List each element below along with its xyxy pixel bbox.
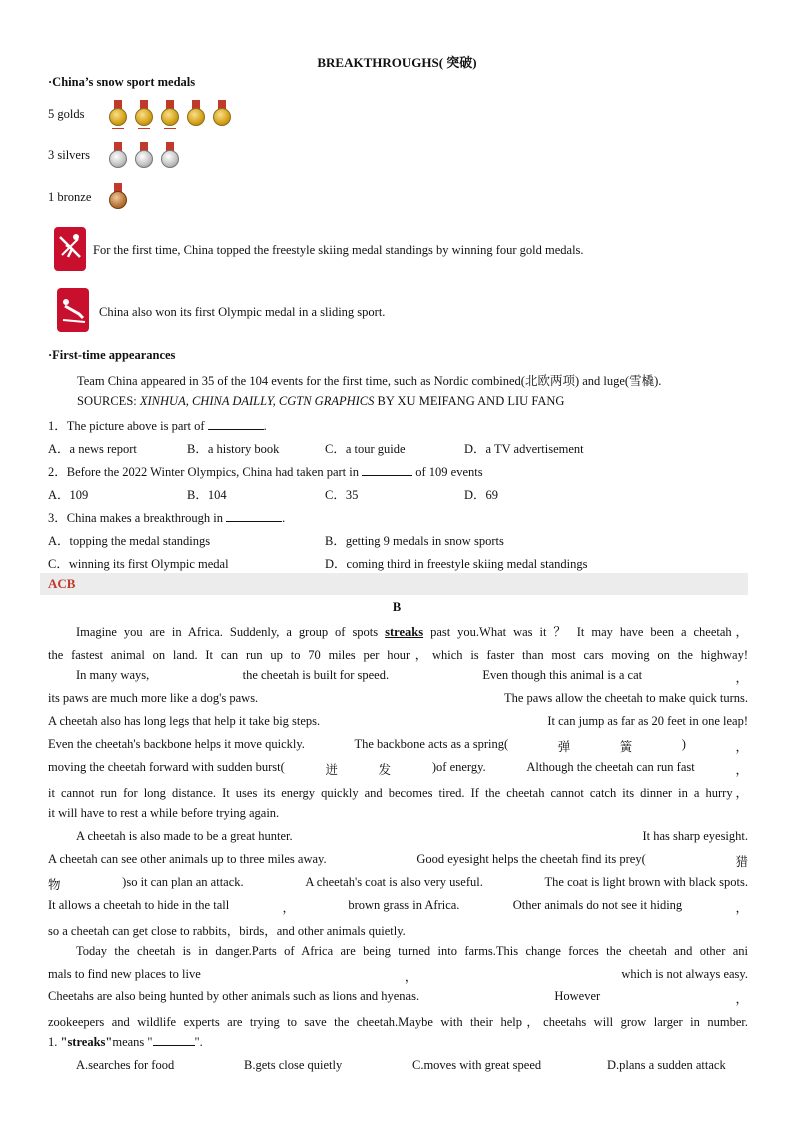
answer-blank[interactable] [226, 521, 282, 522]
passage-line [48, 737, 748, 755]
passage-text: mals to find new places to live [48, 967, 201, 981]
q1-option-b[interactable]: B．a history book [187, 442, 280, 456]
passage-line: zookeepers and wildlife experts are trying to save the cheetah.Maybe with their help，cheetahs will grow larger in number. [48, 1015, 748, 1029]
sources-prefix: SOURCES: [77, 394, 140, 408]
passage-text: A cheetah's coat is also very useful. [305, 875, 483, 889]
passage-b-question-1 [48, 1035, 203, 1050]
question-number: 1. [48, 1035, 61, 1049]
passage-text: Even the cheetah's backbone helps it move quickly. [48, 737, 305, 751]
passage-text: Good eyesight helps the cheetah find its prey( [416, 852, 646, 866]
passage-text: ， [735, 740, 748, 754]
silver-medal-icon [160, 142, 180, 172]
passage-text: ， [735, 671, 748, 685]
question-1-end: . [263, 419, 267, 433]
silver-medal-icon [134, 142, 154, 172]
passage-text: ， [735, 763, 748, 777]
q2-option-d[interactable]: D．69 [464, 488, 499, 502]
passage-text: 簧 [619, 740, 633, 754]
passage-line: so a cheetah can get close to rabbits，birds，and other animals quietly. [48, 924, 406, 938]
passage-text: ， [735, 992, 748, 1006]
passage-text: The coat is light brown with black spots. [544, 875, 748, 889]
passage-text: ， [735, 901, 748, 915]
passage-line: Today the cheetah is in danger.Parts of Africa are being turned into farms.This change forces the cheetah and other ani [76, 944, 748, 958]
passage-text: moving the cheetah forward with sudden burst( [48, 760, 285, 774]
answer-blank[interactable] [208, 429, 264, 430]
passage-text: which is not always easy. [621, 967, 748, 981]
passage-text: It allows a cheetah to hide in the tall [48, 898, 230, 912]
b-q1-option-a[interactable]: A.searches for food [76, 1058, 175, 1072]
passage-text: ) [681, 737, 686, 751]
freestyle-skiing-icon [54, 227, 86, 271]
passage-text: )of energy. [431, 760, 486, 774]
question-3 [48, 508, 285, 526]
gold-medal-icon [134, 100, 154, 130]
q1-option-a[interactable]: A．a news report [48, 442, 137, 456]
passage-line: it will have to rest a while before trying again. [48, 806, 280, 820]
b-q1-option-c[interactable]: C.moves with great speed [412, 1058, 542, 1072]
sources-names: XINHUA, CHINA DAILLY, CGTN GRAPHICS [139, 394, 375, 408]
passage-line [76, 622, 748, 640]
page-title: BREAKTHROUGHS( 突破) [317, 55, 477, 70]
first-time-heading: ·First-time appearances [48, 348, 176, 362]
question-text: means " [112, 1035, 153, 1049]
question-3-end: . [282, 511, 286, 525]
passage-text: It can jump as far as 20 feet in one leap! [547, 714, 748, 728]
passage-text: Other animals do not see it hiding [512, 898, 683, 912]
passage-text: It has sharp eyesight. [642, 829, 748, 843]
passage-text: Imagine you are in Africa. Suddenly, a group of spots [76, 625, 386, 639]
q1-option-c[interactable]: C．a tour guide [325, 442, 406, 456]
passage-line [76, 829, 748, 844]
skiing-highlight-text: For the first time, China topped the freestyle skiing medal standings by winning four gold medals. [93, 243, 584, 257]
answer-key-bar [40, 573, 748, 595]
passage-text: 迸 [325, 763, 338, 777]
question-end: ". [194, 1035, 203, 1049]
passage-text: In many ways, [76, 668, 150, 682]
sources-suffix: BY XU MEIFANG AND LIU FANG [374, 394, 565, 408]
q2-option-a[interactable]: A．109 [48, 488, 89, 502]
passage-line [48, 875, 748, 893]
question-3-text: 3．China makes a breakthrough in [48, 511, 223, 525]
first-time-body: Team China appeared in 35 of the 104 events for the first time, such as Nordic combined(北欧两项) and luge(雪橇). [77, 374, 662, 388]
passage-text: brown grass in Africa. [348, 898, 460, 912]
passage-line [48, 852, 748, 870]
passage-text: A cheetah also has long legs that help it take big steps. [48, 714, 321, 728]
silver-medals-row [108, 142, 186, 172]
medals-heading: ·China’s snow sport medals [48, 75, 196, 89]
passage-text: A cheetah is also made to be a great hunter. [76, 829, 293, 843]
passage-text: The paws allow the cheetah to make quick turns. [503, 691, 748, 705]
passage-line [48, 898, 748, 916]
passage-text: The backbone acts as a spring( [354, 737, 509, 751]
answer-blank[interactable] [362, 475, 412, 476]
passage-text: its paws are much more like a dog's paws. [48, 691, 259, 705]
passage-text: 猎 [735, 855, 748, 869]
answer-blank[interactable] [153, 1045, 195, 1046]
passage-text: Although the cheetah can run fast [526, 760, 695, 774]
gold-medal-icon [108, 100, 128, 130]
passage-text: 发 [378, 763, 392, 777]
passage-text: 弹 [557, 740, 571, 754]
question-2-text: 2．Before the 2022 Winter Olympics, China had taken part in [48, 465, 359, 479]
q1-option-d[interactable]: D．a TV advertisement [464, 442, 584, 456]
passage-text: Even though this animal is a cat [482, 668, 643, 682]
silvers-label: 3 silvers [48, 148, 91, 162]
passage-line [48, 714, 748, 729]
passage-line: the fastest animal on land. It can run up to 70 miles per hour，which is faster than most cars moving on the highway! [48, 648, 748, 662]
q2-option-b[interactable]: B．104 [187, 488, 227, 502]
passage-text: ， [282, 901, 296, 915]
passage-line [48, 760, 748, 778]
passage-line [48, 967, 748, 985]
passage-text: ， [404, 970, 418, 984]
luge-sliding-icon [57, 288, 89, 332]
bronze-medals-row [108, 183, 134, 213]
passage-line [76, 668, 748, 686]
gold-medal-icon [160, 100, 180, 130]
key-word-streaks: streaks [385, 625, 424, 639]
passage-text: 物 [48, 878, 61, 892]
question-2-end: of 109 events [415, 465, 483, 479]
question-2 [48, 462, 483, 480]
bronze-label: 1 bronze [48, 190, 92, 204]
gold-medal-icon [212, 100, 232, 130]
q2-option-c[interactable]: C．35 [325, 488, 359, 502]
question-key-word: "streaks" [60, 1035, 113, 1049]
passage-text: )so it can plan an attack. [122, 875, 244, 889]
question-1 [48, 416, 267, 434]
golds-label: 5 golds [48, 107, 85, 121]
q3-option-d[interactable]: D．coming third in freestyle skiing medal standings [325, 557, 588, 571]
passage-text: However [554, 989, 601, 1003]
gold-medals-row [108, 100, 238, 130]
passage-text: A cheetah can see other animals up to three miles away. [48, 852, 327, 866]
passage-line [48, 691, 748, 706]
bronze-medal-icon [108, 183, 128, 213]
silver-medal-icon [108, 142, 128, 172]
q3-option-a[interactable]: A．topping the medal standings [48, 534, 211, 548]
gold-medal-icon [186, 100, 206, 130]
passage-text: past you.What was it ？ It may have been a cheetah， [423, 625, 749, 639]
passage-text: the cheetah is built for speed. [242, 668, 390, 682]
q3-option-b[interactable]: B．getting 9 medals in snow sports [325, 534, 504, 548]
question-1-text: 1．The picture above is part of [48, 419, 205, 433]
passage-line [48, 989, 748, 1007]
passage-text: Cheetahs are also being hunted by other animals such as lions and hyenas. [48, 989, 420, 1003]
sliding-highlight-text: China also won its first Olympic medal in a sliding sport. [99, 305, 386, 319]
b-q1-option-d[interactable]: D.plans a sudden attack [607, 1058, 726, 1072]
q3-option-c[interactable]: C．winning its first Olympic medal [48, 557, 229, 571]
passage-b-label: B [392, 600, 402, 614]
sources-line [77, 394, 564, 409]
b-q1-option-b[interactable]: B.gets close quietly [244, 1058, 343, 1072]
passage-line: it cannot run for long distance. It uses its energy quickly and becomes tired. If the cheetah cannot catch its dinner in a hurry， [48, 786, 748, 800]
answer-key: ACB [48, 576, 76, 591]
